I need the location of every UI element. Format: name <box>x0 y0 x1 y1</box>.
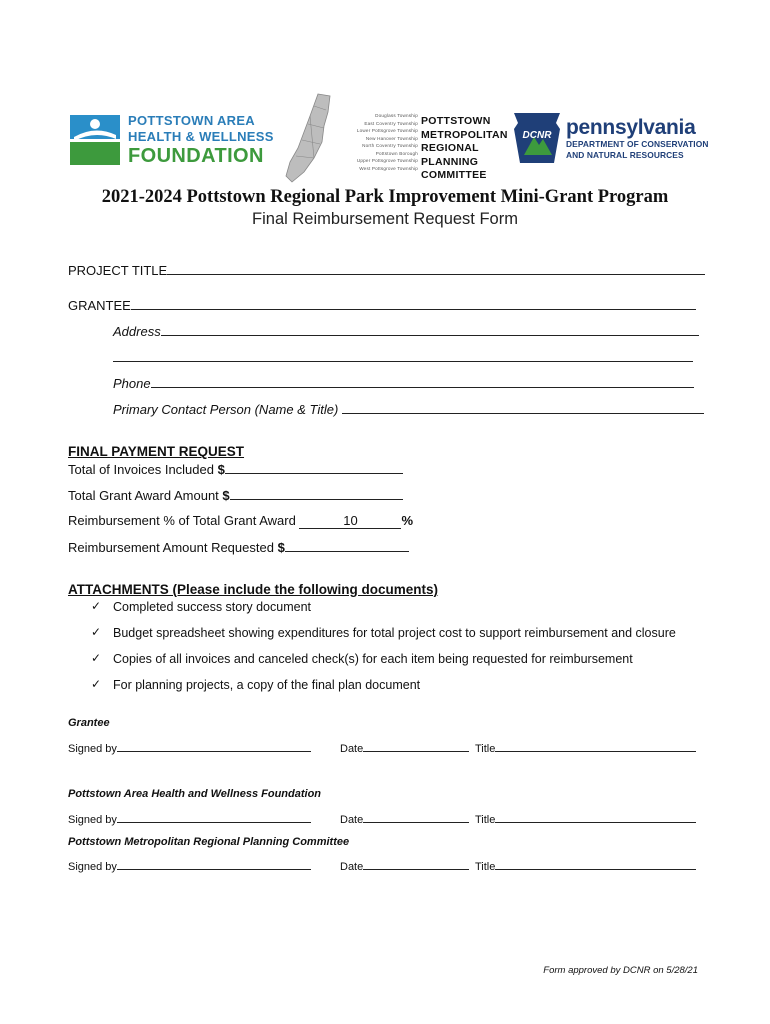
foundation-title-field[interactable] <box>495 812 696 823</box>
reimb-amount-label: Reimbursement Amount Requested <box>68 540 278 555</box>
invoices-field[interactable] <box>225 461 403 474</box>
attachment-item: For planning projects, a copy of the final plan document <box>113 678 421 692</box>
signed-by-label: Signed by <box>68 743 117 755</box>
award-field[interactable] <box>230 487 403 500</box>
committee-date-row <box>340 859 469 873</box>
township-item: Upper Pottsgrove Township <box>356 158 418 163</box>
grantee-sign-heading: Grantee <box>68 717 110 729</box>
reimb-pct-label: Reimbursement % of Total Grant Award <box>68 513 300 528</box>
township-list <box>338 112 418 172</box>
dcnr-keystone-icon <box>512 111 562 165</box>
invoices-row <box>68 461 403 477</box>
contact-row <box>113 401 704 417</box>
date-label: Date <box>340 861 364 873</box>
township-item: East Coventry Township <box>364 120 418 126</box>
grantee-signature-field[interactable] <box>117 741 311 752</box>
award-row <box>68 487 403 503</box>
title-label: Title <box>475 743 496 755</box>
attachment-item: Budget spreadsheet showing expenditures for total project cost to support reimbursement and closure <box>113 626 676 640</box>
township-item: Douglass Township <box>375 113 418 118</box>
township-item: New Hanover Township <box>365 135 418 141</box>
date-label: Date <box>340 743 364 755</box>
dcnr-badge-text: DCNR <box>522 130 552 141</box>
contact-label: Primary Contact Person (Name & Title) <box>113 402 339 417</box>
phone-label: Phone <box>113 376 151 391</box>
foundation-title-row <box>475 812 696 826</box>
page-title: 2021-2024 Pottstown Regional Park Improvement Mini-Grant Program <box>101 187 669 207</box>
foundation-sign-heading: Pottstown Area Health and Wellness Foundation <box>68 788 322 800</box>
foundation-date-field[interactable] <box>363 812 469 823</box>
dept-line1: DEPARTMENT OF CONSERVATION <box>566 139 709 149</box>
grantee-title-field[interactable] <box>495 741 696 752</box>
currency-symbol: $ <box>217 462 225 477</box>
address-field[interactable] <box>161 323 699 336</box>
address-line2-row <box>113 349 693 365</box>
phone-row <box>113 375 694 391</box>
pottstown-foundation-logo <box>70 113 275 169</box>
final-payment-heading: FINAL PAYMENT REQUEST <box>68 444 245 459</box>
project-title-field[interactable] <box>167 262 705 275</box>
grantee-date-row <box>340 741 469 755</box>
attachment-item: Copies of all invoices and canceled check(s) for each item being requested for reimbursement <box>113 652 633 666</box>
checkmark-icon: ✓ <box>91 677 102 691</box>
township-item: North Coventry Township <box>362 143 418 148</box>
committee-line: METROPOLITAN <box>421 128 508 141</box>
checkmark-icon: ✓ <box>91 599 102 613</box>
committee-date-field[interactable] <box>363 859 469 870</box>
foundation-date-row <box>340 812 469 826</box>
grantee-title-row <box>475 741 696 755</box>
township-item: West Pottsgrove Township <box>359 165 418 171</box>
address-line2-field[interactable] <box>113 349 693 362</box>
committee-line: POTTSTOWN <box>421 115 491 127</box>
foundation-signed-row <box>68 812 311 826</box>
committee-title-row <box>475 859 696 873</box>
committee-signature-field[interactable] <box>117 859 311 870</box>
form-approval-footer: Form approved by DCNR on 5/28/21 <box>543 965 698 976</box>
reimb-pct-field[interactable] <box>299 514 401 529</box>
grantee-label: GRANTEE <box>68 298 131 313</box>
reimb-amount-row <box>68 539 409 555</box>
project-title-row <box>68 262 705 278</box>
pennsylvania-logo <box>566 117 709 161</box>
currency-symbol: $ <box>277 540 285 555</box>
address-label: Address <box>113 324 161 339</box>
checkmark-icon: ✓ <box>91 625 102 639</box>
foundation-line2: HEALTH & WELLNESS <box>128 129 274 144</box>
title-label: Title <box>475 814 496 826</box>
committee-title-field[interactable] <box>495 859 696 870</box>
committee-line: COMMITTEE <box>421 169 487 181</box>
state-name: pennsylvania <box>566 116 696 139</box>
foundation-line1: POTTSTOWN AREA <box>128 113 255 128</box>
foundation-signature-field[interactable] <box>117 812 311 823</box>
signed-by-label: Signed by <box>68 861 117 873</box>
checkmark-icon: ✓ <box>91 651 102 665</box>
grantee-row <box>68 297 696 313</box>
dept-line2: AND NATURAL RESOURCES <box>566 150 684 160</box>
grantee-field[interactable] <box>131 297 696 310</box>
title-label: Title <box>475 861 496 873</box>
foundation-mark-icon <box>70 115 120 165</box>
reimb-amount-field[interactable] <box>285 539 409 552</box>
invoices-label: Total of Invoices Included <box>68 462 218 477</box>
project-title-label: PROJECT TITLE <box>68 263 168 278</box>
percent-sign: % <box>401 513 414 528</box>
date-label: Date <box>340 814 364 826</box>
grantee-signed-row <box>68 741 311 755</box>
committee-signed-row <box>68 859 311 873</box>
page-subtitle: Final Reimbursement Request Form <box>252 210 518 228</box>
foundation-line3: FOUNDATION <box>128 145 264 167</box>
township-item: Pottstown Borough <box>375 150 418 156</box>
attachments-heading: ATTACHMENTS (Please include the following documents) <box>68 582 439 597</box>
contact-field[interactable] <box>342 401 704 414</box>
grantee-date-field[interactable] <box>363 741 469 752</box>
reimb-pct-row <box>68 513 413 529</box>
township-item: Lower Pottsgrove Township <box>356 128 418 133</box>
committee-sign-heading: Pottstown Metropolitan Regional Planning Committee <box>68 836 350 848</box>
planning-committee-logo <box>421 115 508 183</box>
reimb-pct-value: 10 <box>343 513 358 528</box>
currency-symbol: $ <box>222 488 230 503</box>
committee-line: PLANNING <box>421 155 479 168</box>
address-row <box>113 323 699 339</box>
signed-by-label: Signed by <box>68 814 117 826</box>
attachment-item: Completed success story document <box>113 600 312 614</box>
award-label: Total Grant Award Amount <box>68 488 223 503</box>
phone-field[interactable] <box>151 375 694 388</box>
committee-line: REGIONAL <box>421 142 479 154</box>
